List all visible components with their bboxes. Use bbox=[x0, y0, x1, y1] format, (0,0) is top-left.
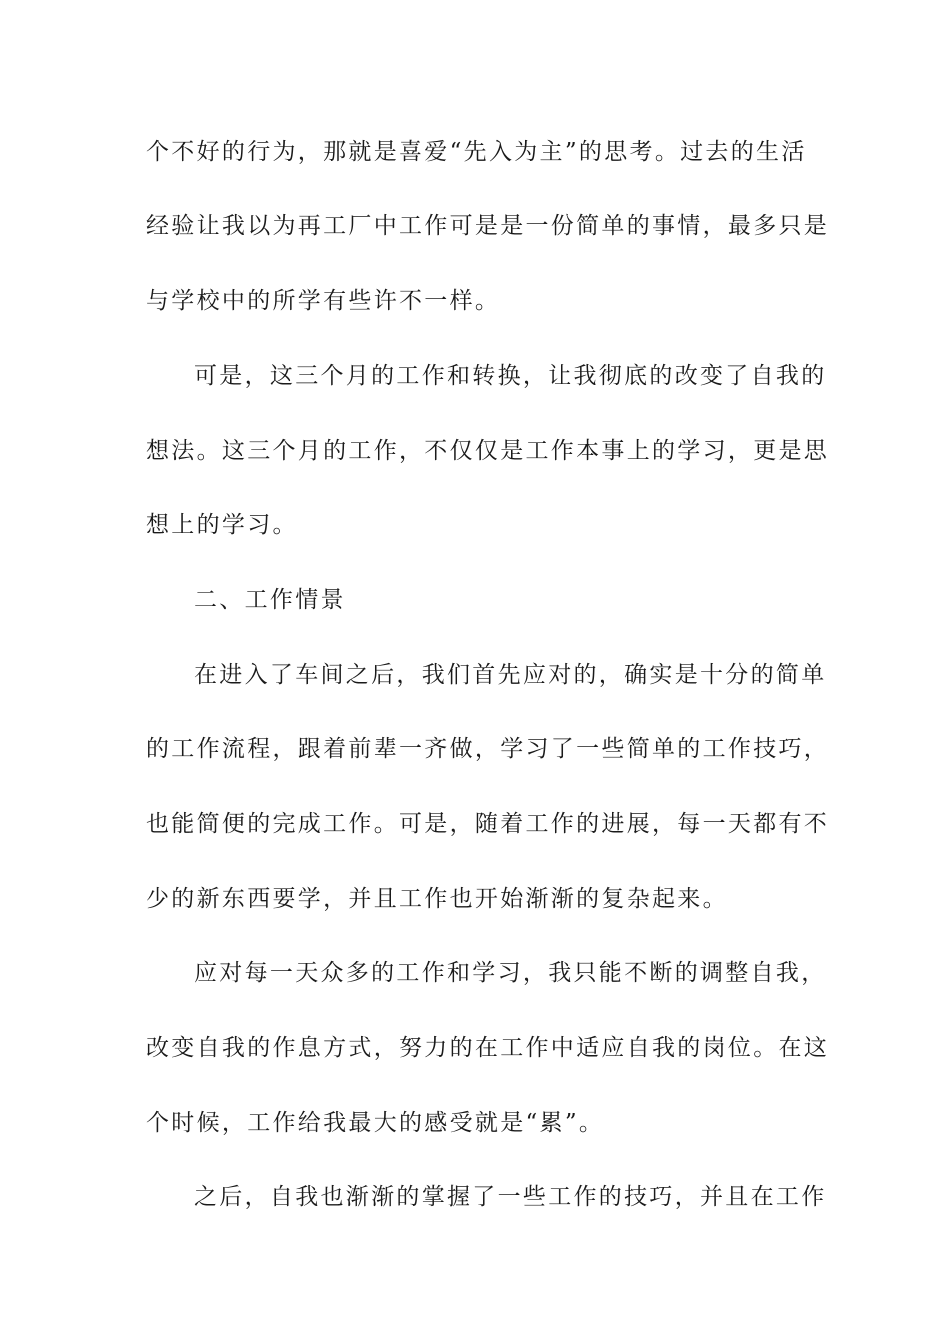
text-line: 想法。这三个月的工作，不仅仅是工作本事上的学习，更是思 bbox=[146, 438, 830, 464]
paragraph-first-line: 应对每一天众多的工作和学习，我只能不断的调整自我， bbox=[194, 960, 827, 986]
text-line: 改变自我的作息方式，努力的在工作中适应自我的岗位。在这 bbox=[146, 1035, 830, 1061]
text-line: 个不好的行为，那就是喜爱“先入为主”的思考。过去的生活 bbox=[146, 139, 807, 165]
text-line: 与学校中的所学有些许不一样。 bbox=[146, 288, 501, 314]
text-line: 个时候，工作给我最大的感受就是“累”。 bbox=[146, 1110, 605, 1136]
section-heading: 二、工作情景 bbox=[194, 587, 346, 613]
text-line: 也能简便的完成工作。可是，随着工作的进展，每一天都有不 bbox=[146, 811, 830, 837]
text-line: 的工作流程，跟着前辈一齐做，学习了一些简单的工作技巧， bbox=[146, 736, 830, 762]
text-line: 经验让我以为再工厂中工作可是是一份简单的事情，最多只是 bbox=[146, 213, 830, 239]
paragraph-first-line: 之后，自我也渐渐的掌握了一些工作的技巧，并且在工作 bbox=[194, 1184, 827, 1210]
paragraph-first-line: 在进入了车间之后，我们首先应对的，确实是十分的简单 bbox=[194, 662, 827, 688]
text-line: 想上的学习。 bbox=[146, 512, 298, 538]
text-line: 少的新东西要学，并且工作也开始渐渐的复杂起来。 bbox=[146, 886, 728, 912]
paragraph-first-line: 可是，这三个月的工作和转换，让我彻底的改变了自我的 bbox=[194, 363, 827, 389]
